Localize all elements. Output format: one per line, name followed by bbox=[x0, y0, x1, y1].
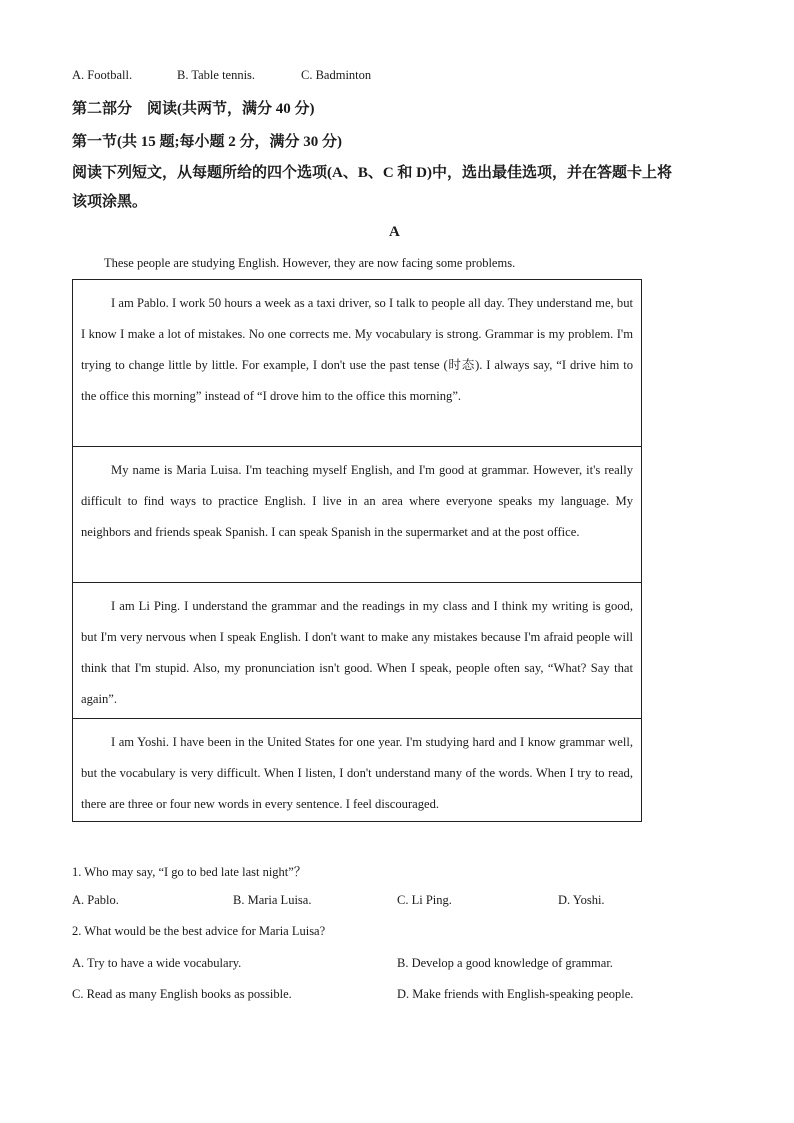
question-2-option-c: C. Read as many English books as possible. bbox=[72, 987, 292, 1001]
prev-option-a: A. Football. bbox=[72, 68, 133, 82]
question-2-option-d: D. Make friends with English-speaking people. bbox=[397, 987, 634, 1001]
question-1-stem: 1. Who may say, “I go to bed late last night”？ bbox=[72, 865, 307, 879]
question-1-option-a: A. Pablo. bbox=[72, 893, 119, 907]
story-cell-maria-luisa bbox=[73, 447, 641, 583]
story-cell-yoshi bbox=[73, 719, 641, 823]
story-text: I am Yoshi. I have been in the United States for one year. I'm studying hard and I know grammar well, but the vocabulary is very difficult. When I listen, I don't understand many of the words. When I try to read, there are three or four new words in every sentence. I feel discouraged. bbox=[81, 735, 633, 811]
prev-option-c: C. Badminton bbox=[301, 68, 372, 82]
story-cell-pablo bbox=[73, 280, 641, 447]
story-cell-li-ping bbox=[73, 583, 641, 719]
question-1-option-b: B. Maria Luisa. bbox=[233, 893, 312, 907]
question-2-stem: 2. What would be the best advice for Maria Luisa? bbox=[72, 924, 326, 938]
prev-option-b: B. Table tennis. bbox=[177, 68, 256, 82]
story-text: I am Li Ping. I understand the grammar and the readings in my class and I think my writing is good, but I'm very nervous when I speak English. I don't want to make any mistakes because I'm afraid people will think that I'm stupid. Also, my pronunciation isn't good. When I speak, people often say, “What? Say that again”. bbox=[81, 599, 633, 706]
story-text: I am Pablo. I work 50 hours a week as a taxi driver, so I talk to people all day. They understand me, but I know I make a lot of mistakes. No one corrects me. My vocabulary is strong. Grammar is my problem. I'm trying to change little by little. For example, I don't use the past tense (时态). I always say, “I drive him to the office this morning” instead of “I drove him to the office this morning”. bbox=[81, 296, 633, 403]
sub-title: 第一节(共 15 题;每小题 2 分，满分 30 分) bbox=[72, 134, 342, 150]
question-2-option-a: A. Try to have a wide vocabulary. bbox=[72, 956, 242, 970]
question-1-option-c: C. Li Ping. bbox=[397, 893, 452, 907]
instruction-line-2: 该项涂黑。 bbox=[72, 194, 148, 210]
stories-table bbox=[72, 279, 642, 822]
instruction-line-1: 阅读下列短文，从每题所给的四个选项(A、B、C 和 D)中，选出最佳选项，并在答题卡上将 bbox=[72, 165, 672, 181]
passage-intro: These people are studying English. However, they are now facing some problems. bbox=[104, 256, 516, 270]
question-2-option-b: B. Develop a good knowledge of grammar. bbox=[397, 956, 613, 970]
part-title: 第二部分 阅读(共两节，满分 40 分) bbox=[72, 101, 315, 117]
question-1-option-d: D. Yoshi. bbox=[558, 893, 605, 907]
story-text: My name is Maria Luisa. I'm teaching myself English, and I'm good at grammar. However, it's really difficult to find ways to practice English. I live in an area where everyone speaks my language. My neighbors and friends speak Spanish. I can speak Spanish in the supermarket and at the post office. bbox=[81, 463, 633, 539]
passage-label: A bbox=[389, 224, 400, 240]
